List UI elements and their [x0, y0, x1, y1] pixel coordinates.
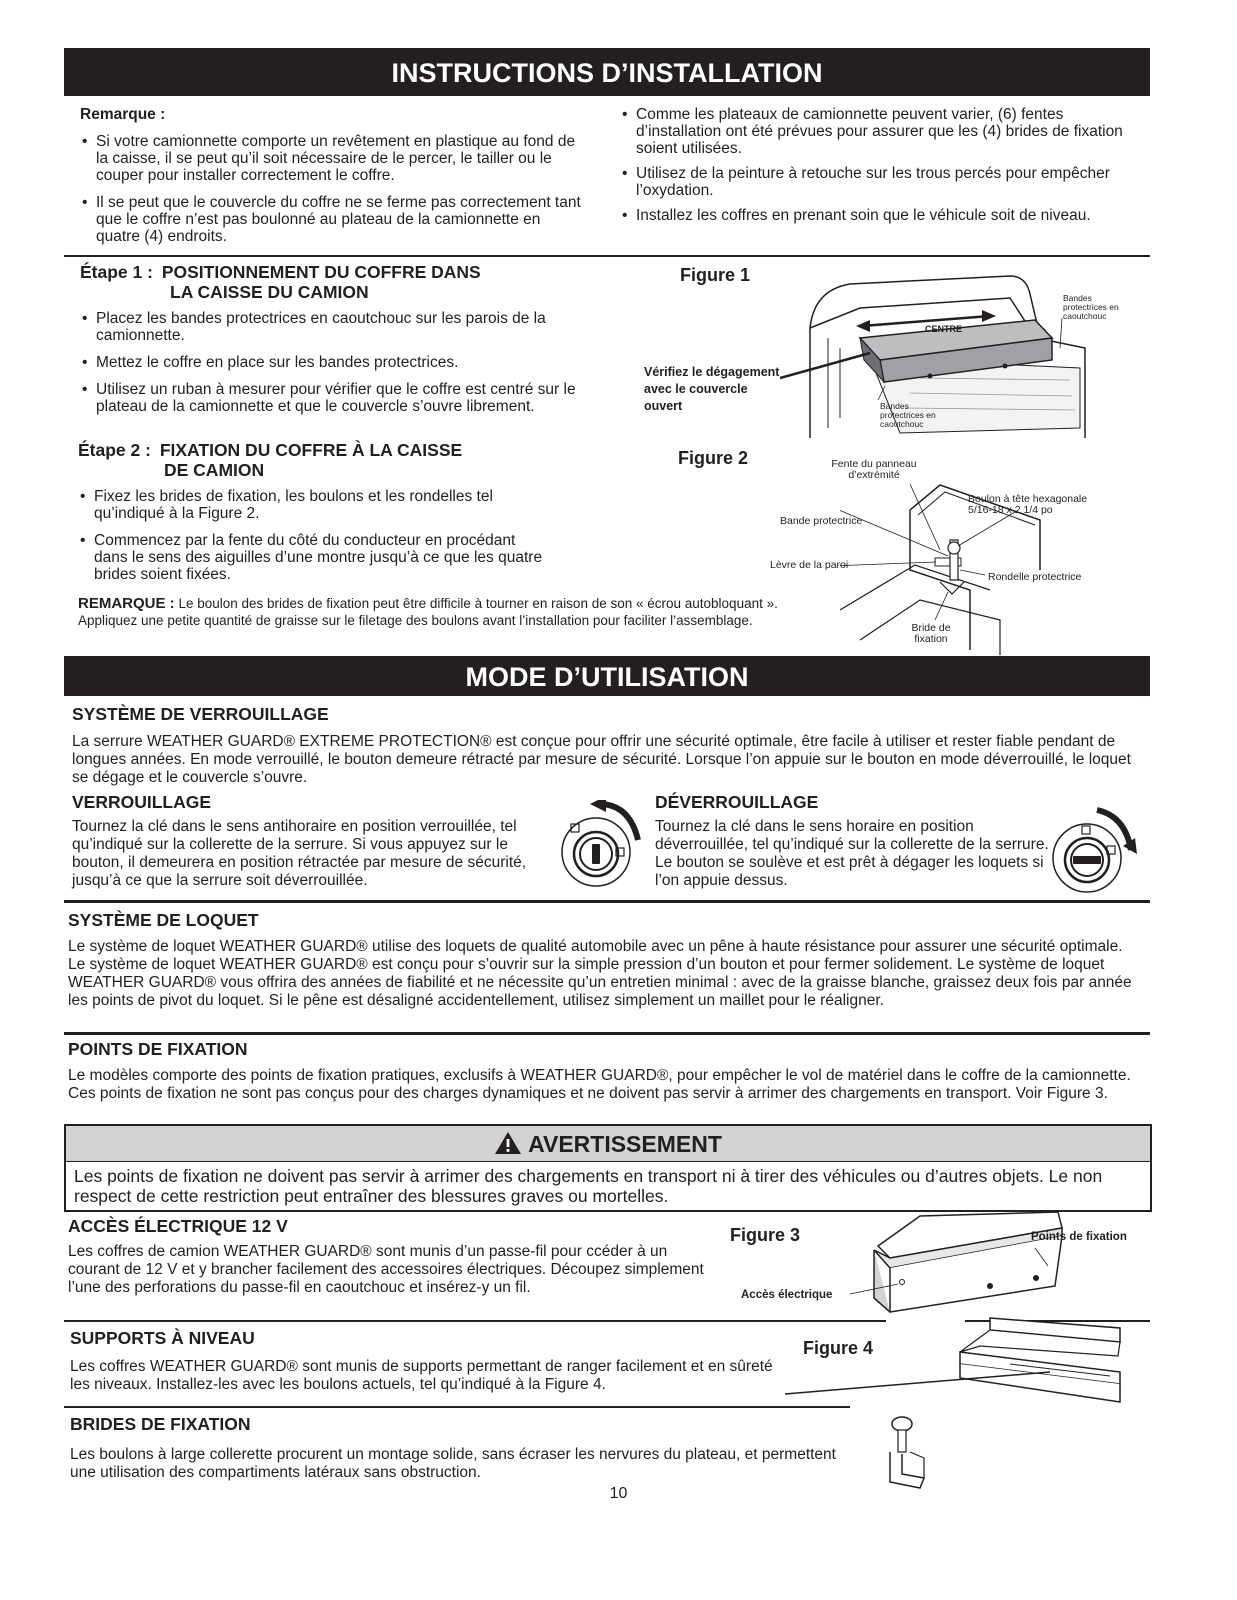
- figure2-bride: Bride de fixation: [911, 622, 951, 645]
- step2-bullets: [76, 488, 546, 591]
- lock-icon: [554, 800, 644, 892]
- install-banner: [64, 48, 1150, 96]
- figure3-label: Figure 3: [730, 1225, 801, 1245]
- step1-line2: LA CAISSE DU CAMION: [170, 282, 369, 302]
- figure2-label: Figure 2: [678, 448, 749, 468]
- divider: [64, 900, 1150, 903]
- usage-banner: [64, 656, 1150, 696]
- figure1-bandes-top: Bandes protectrices en caoutchouc: [1063, 293, 1119, 321]
- list-item: • Commencez par la fente du côté du conducteur en procédant dans le sens des aiguilles d’une montre jusqu’à ce que les quatre brides soient fixées.: [76, 532, 546, 583]
- latch-title: SYSTÈME DE LOQUET: [68, 910, 259, 930]
- remarque2-text: Le boulon des brides de fixation peut être difficile à tourner en raison de son « écrou autobloquant ». Appliquez une petite quantité de graisse sur le filetage des boulons avant l’installation pour faciliter l’assemblage.: [78, 596, 778, 628]
- tie-text: Le modèles comporte des points de fixation pratiques, exclusifs à WEATHER GUARD®, pour empêcher le vol de matériel dans le coffre de la camionnette. Ces points de fixation ne sont pas conçus pour des charges dynamiques et ne doivent pas servir à arrimer des chargements en transport. Voir Figure 3.: [68, 1067, 1131, 1102]
- warning-box: [64, 1124, 1152, 1212]
- usage-title: MODE D’UTILISATION: [465, 662, 749, 692]
- lock-system-title: SYSTÈME DE VERROUILLAGE: [72, 704, 329, 724]
- figure4-illustration: [780, 1312, 1140, 1407]
- list-item: • Si votre camionnette comporte un revêtement en plastique au fond de la caisse, il se peut qu’il soit nécessaire de le percer, le tailler ou le couper pour installer correctement le coffre.: [78, 133, 588, 184]
- figure2-bande: Bande protectrice: [780, 515, 863, 527]
- list-item: • Installez les coffres en prenant soin que le véhicule soit de niveau.: [618, 207, 1138, 224]
- divider: [64, 1032, 1150, 1035]
- figure3-acces: Accès électrique: [741, 1289, 833, 1301]
- install-right-bullets: [618, 106, 1138, 232]
- warning-text: Les points de fixation ne doivent pas servir à arrimer des chargements en transport ni à tirer des véhicules ou d’autres objets. Le non respect de cette restriction peut entraîner des blessures graves ou mortelles.: [74, 1166, 1103, 1206]
- step1-heading: [80, 262, 620, 302]
- elec-title: ACCÈS ÉLECTRIQUE 12 V: [68, 1216, 288, 1236]
- page-number: 10: [609, 1485, 628, 1502]
- unlock-text: Tournez la clé dans le sens horaire en position déverrouillée, tel qu’indiqué sur la collerette de la serrure. Le bouton se soulève et est prêt à dégager les loquets si l’on appuie dessus.: [655, 818, 1049, 889]
- figure2-fente: Fente du panneau d’extrémité: [831, 458, 917, 481]
- step2-line1: FIXATION DU COFFRE À LA CAISSE: [159, 440, 463, 460]
- step2-prefix: Étape 2 :: [78, 440, 151, 460]
- figure2-boulon: Boulon à tête hexagonale 5/16-18 x 2 1/4 po: [968, 493, 1088, 516]
- lock-system-text: La serrure WEATHER GUARD® EXTREME PROTECTION® est conçue pour offrir une sécurité optimale, être facile à utiliser et rester fiable pendant de longues années. En mode verrouillé, le bouton demeure rétracté par mesure de sécurité. Lorsque l’on appuie sur le bouton en mode déverrouillé, le loquet se dégage et le couvercle s’ouvre.: [72, 733, 1131, 786]
- clamp-illustration: [880, 1412, 940, 1490]
- step1-line1: POSITIONNEMENT DU COFFRE DANS: [161, 262, 481, 282]
- lock-title: VERROUILLAGE: [72, 792, 212, 812]
- warning-icon: [494, 1131, 522, 1155]
- figure1-callout: Vérifiez le dégagement avec le couvercle ouvert: [644, 365, 780, 413]
- list-item: • Mettez le coffre en place sur les bandes protectrices.: [78, 354, 608, 371]
- list-item: • Utilisez un ruban à mesurer pour vérifier que le coffre est centré sur le plateau de la camionnette et que le couvercle s’ouvre librement.: [78, 381, 586, 415]
- divider: [64, 1320, 886, 1322]
- level-title: SUPPORTS À NIVEAU: [70, 1328, 255, 1348]
- step1-bullets: [78, 310, 608, 423]
- level-text: Les coffres WEATHER GUARD® sont munis de supports permettant de ranger facilement et en sûreté les niveaux. Installez-les avec les boulons actuels, tel qu’indiqué à la Figure 4.: [70, 1358, 773, 1393]
- tie-title: POINTS DE FIXATION: [68, 1039, 248, 1059]
- list-item: • Utilisez de la peinture à retouche sur les trous percés pour empêcher l’oxydation.: [618, 165, 1138, 199]
- list-item: • Il se peut que le couvercle du coffre ne se ferme pas correctement tant que le coffre n’est pas boulonné au plateau de la camionnette en quatre (4) endroits.: [78, 194, 588, 245]
- figure4-label: Figure 4: [803, 1338, 874, 1358]
- remarque2: [78, 595, 838, 629]
- list-item: • Placez les bandes protectrices en caoutchouc sur les parois de la camionnette.: [78, 310, 608, 344]
- divider: [64, 255, 1150, 257]
- figure2-rondelle: Rondelle protectrice: [988, 571, 1082, 583]
- elec-text: Les coffres de camion WEATHER GUARD® sont munis d’un passe-fil pour ccéder à un courant de 12 V et y brancher facilement des accessoires électriques. Découpez simplement l’une des perforations du passe-fil en caoutchouc et insérez-y un fil.: [68, 1243, 704, 1296]
- figure3-points: Points de fixation: [1031, 1231, 1127, 1243]
- install-left-bullets: [78, 133, 588, 253]
- remarque2-label: REMARQUE :: [78, 595, 175, 612]
- list-item: • Fixez les brides de fixation, les boulons et les rondelles tel qu’indiqué à la Figure 2.: [76, 488, 546, 522]
- figure2-levre: Lèvre de la paroi: [770, 559, 849, 571]
- divider: [64, 1406, 850, 1408]
- warning-title: AVERTISSEMENT: [528, 1131, 722, 1157]
- clamp-text: Les boulons à large collerette procurent un montage solide, sans écraser les nervures du plateau, et permettent une utilisation des compartiments latéraux sans obstruction.: [70, 1446, 836, 1481]
- latch-text: Le système de loquet WEATHER GUARD® utilise des loquets de qualité automobile avec un pêne à haute résistance pour assurer une sécurité optimale. Le système de loquet WEATHER GUARD® est conçu pour s’ouvrir sur la simple pression d’un bouton et pour fermer solidement. Le système de loquet WEATHER GUARD® vous offrira des années de fiabilité et ne nécessite qu’un entretien minimal : avec de la graisse blanche, graissez deux fois par année les points de pivot du loquet. Si le pêne est désaligné accidentellement, utilisez simplement un maillet pour le réaligner.: [68, 938, 1132, 1009]
- remarque-title: Remarque :: [80, 106, 166, 123]
- step1-prefix: Étape 1 :: [80, 262, 153, 282]
- list-item: • Comme les plateaux de camionnette peuvent varier, (6) fentes d’installation ont été prévues pour assurer que les (4) brides de fixation soient utilisées.: [618, 106, 1138, 157]
- figure1-bandes-bottom: Bandes protectrices en caoutchouc: [880, 401, 936, 429]
- warning-header: [66, 1126, 1150, 1162]
- unlock-icon: [1045, 806, 1140, 898]
- step2-line2: DE CAMION: [164, 460, 265, 480]
- figure1-label: Figure 1: [680, 265, 751, 285]
- unlock-title: DÉVERROUILLAGE: [655, 792, 819, 812]
- clamp-title: BRIDES DE FIXATION: [70, 1414, 251, 1434]
- step2-heading: [78, 440, 618, 480]
- figure1-centre: CENTRE: [925, 324, 963, 334]
- lock-text: Tournez la clé dans le sens antihoraire en position verrouillée, tel qu’indiqué sur la collerette de la serrure. Si vous appuyez sur le bouton, il demeurera en position rétractée par mesure de sécurité, jusqu’à ce que la serrure soit déverrouillée.: [72, 818, 527, 889]
- install-title: INSTRUCTIONS D’INSTALLATION: [391, 58, 823, 88]
- figure3-illustration: [850, 1206, 1080, 1316]
